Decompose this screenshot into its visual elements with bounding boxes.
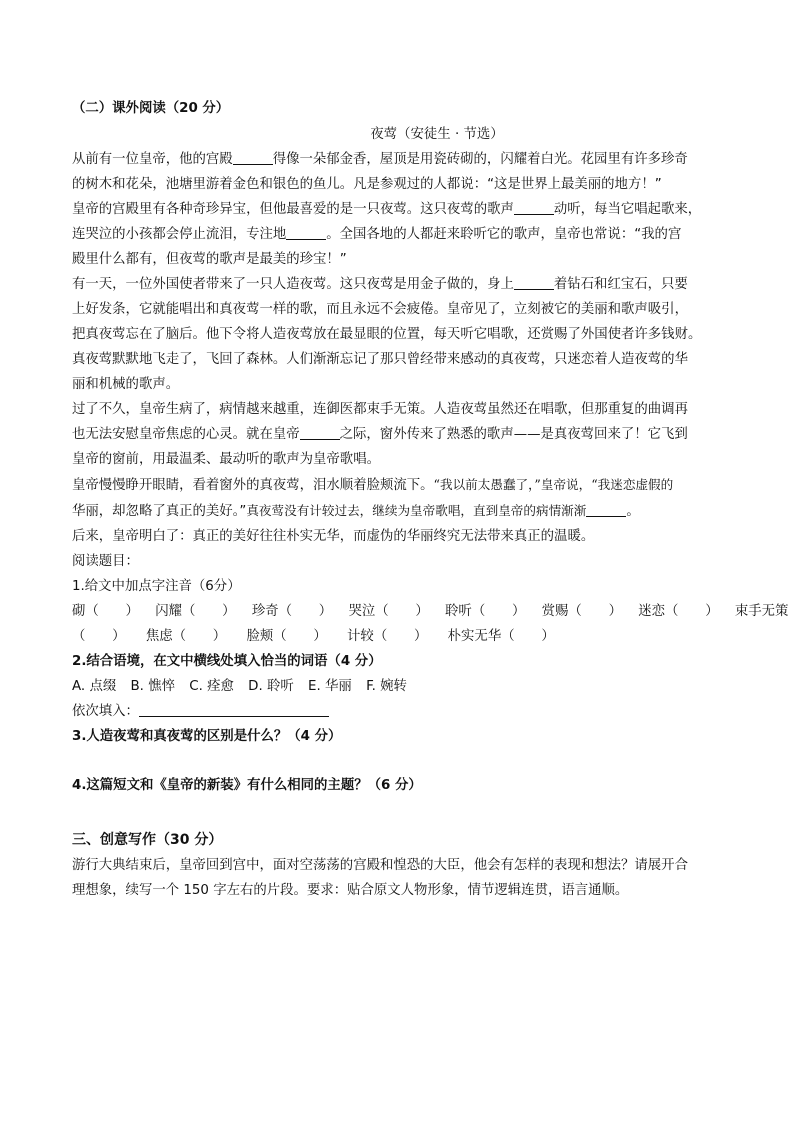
- answer-space[interactable]: [72, 749, 732, 773]
- passage-line: 把真夜莺忘在了脑后。他下令将人造夜莺放在最显眼的位置，每天听它唱歌，还赏赐了外国使者许多钱财。: [72, 327, 702, 342]
- passage-line: 连哭泣的小孩都会停止流泪，专注地 。全国各地的人都赶来聆听它的歌声，皇帝也常说：“我的宫: [72, 222, 732, 247]
- pinyin-item[interactable]: 砌（ ）: [72, 604, 139, 619]
- pinyin-item[interactable]: 焦虑（ ）: [145, 629, 227, 644]
- option-c: C. 痊愈: [189, 679, 234, 694]
- passage-paragraph-5: 皇帝慢慢睁开眼睛，看着窗外的真夜莺，泪水顺着脸颊流下。“我以前太愚蠢了，”皇帝说，“我迷恋虚假的: [72, 477, 674, 493]
- exam-page: [72, 96, 789, 903]
- question-1-row-2: [72, 624, 732, 649]
- question-3-title: 3.人造夜莺和真夜莺的区别是什么？（4 分）: [72, 729, 342, 744]
- option-a: A. 点缀: [72, 679, 117, 694]
- writing-prompt-line: 理想象，续写一个 150 字左右的片段。要求：贴合原文人物形象，情节逻辑连贯，语言通顺。: [72, 883, 629, 898]
- answer-blank-1[interactable]: [233, 149, 273, 165]
- answer-blank-6[interactable]: [586, 501, 626, 517]
- passage-title: 夜莺（安徒生 · 节选）: [370, 127, 504, 142]
- passage-line: 的树木和花朵，池塘里游着金色和银色的鱼儿。凡是参观过的人都说：“这是世界上最美丽的地方！”: [72, 177, 662, 192]
- passage-line: 皇帝的窗前，用最温柔、最动听的歌声为皇帝歌唱。: [72, 452, 380, 467]
- pinyin-item[interactable]: （ ）: [72, 629, 126, 644]
- passage-paragraph-2: 皇帝的宫殿里有各种奇珍异宝，但他最喜爱的是一只夜莺。这只夜莺的歌声 动听，每当它唱起歌来，: [72, 197, 732, 222]
- pinyin-item[interactable]: 哭泣（ ）: [348, 604, 429, 619]
- pinyin-item[interactable]: 计较（ ）: [347, 629, 428, 644]
- answer-blank-2[interactable]: [514, 199, 554, 215]
- passage-paragraph-4: 过了不久，皇帝生病了，病情越来越重，连御医都束手无策。人造夜莺虽然还在唱歌，但那重复的曲调再: [72, 402, 688, 417]
- option-b: B. 憔悴: [130, 679, 175, 694]
- passage-paragraph-6: 后来，皇帝明白了：真正的美好往往朴实无华，而虚伪的华丽终究无法带来真正的温暖。: [72, 529, 595, 544]
- writing-prompt-line: 游行大典结束后，皇帝回到宫中，面对空荡荡的宫殿和惶恐的大臣，他会有怎样的表现和想法？请展开合: [72, 858, 688, 873]
- question-1-title: 1.给文中加点字注音（6分）: [72, 579, 241, 594]
- questions-label: 阅读题目：: [72, 554, 139, 569]
- passage-line: 华丽，却忽略了真正的美好。”真夜莺没有计较过去，继续为皇帝歌唱，直到皇帝的病情渐渐 。: [72, 503, 640, 519]
- pinyin-item[interactable]: 朴实无华（ ）: [447, 629, 555, 644]
- passage-line: 殿里什么都有，但夜莺的歌声是最美的珍宝！”: [72, 252, 347, 267]
- answer-blank-4[interactable]: [514, 274, 554, 290]
- passage-paragraph-1: 从前有一位皇帝，他的宫殿 得像一朵郁金香，屋顶是用瓷砖砌的，闪耀着白光。花园里有许多珍奇: [72, 147, 732, 172]
- pinyin-item[interactable]: 赏赐（ ）: [541, 604, 622, 619]
- passage-line: 丽和机械的歌声。: [72, 377, 180, 392]
- question-2-title: 2.结合语境，在文中横线处填入恰当的词语（4 分）: [72, 654, 382, 669]
- option-d: D. 聆听: [248, 679, 294, 694]
- pinyin-item[interactable]: 迷恋（ ）: [638, 604, 719, 619]
- fill-answer-field[interactable]: [139, 701, 329, 717]
- pinyin-item[interactable]: 聆听（ ）: [445, 604, 526, 619]
- passage-paragraph-3: 有一天，一位外国使者带来了一只人造夜莺。这只夜莺是用金子做的，身上 着钻石和红宝石，只要: [72, 272, 732, 297]
- option-f: F. 婉转: [366, 679, 407, 694]
- answer-blank-3[interactable]: [286, 224, 326, 240]
- passage-line: 也无法安慰皇帝焦虑的心灵。就在皇帝 之际，窗外传来了熟悉的歌声——是真夜莺回来了！它飞到: [72, 422, 732, 447]
- pinyin-item[interactable]: 珍奇（ ）: [251, 604, 333, 619]
- answer-blank-5[interactable]: [300, 424, 340, 440]
- question-1-row-1: [72, 599, 789, 624]
- question-2-fill: 依次填入：: [72, 699, 732, 724]
- question-4-title: 4.这篇短文和《皇帝的新装》有什么相同的主题？（6 分）: [72, 778, 422, 793]
- passage-line: 真夜莺默默地飞走了，飞回了森林。人们渐渐忘记了那只曾经带来感动的真夜莺，只迷恋着人造夜莺的华: [72, 352, 688, 367]
- passage-line: 上好发条，它就能唱出和真夜莺一样的歌，而且永远不会疲倦。皇帝见了，立刻被它的美丽和歌声吸引，: [72, 302, 688, 317]
- writing-section-heading: 三、创意写作（30 分）: [72, 832, 223, 848]
- pinyin-item: 束手无策: [734, 604, 789, 619]
- question-2-options: [72, 674, 732, 699]
- pinyin-item[interactable]: 脸颊（ ）: [246, 629, 327, 644]
- option-e: E. 华丽: [308, 679, 352, 694]
- reading-section-heading: （二）课外阅读（20 分）: [72, 101, 230, 116]
- pinyin-item[interactable]: 闪耀（ ）: [155, 604, 236, 619]
